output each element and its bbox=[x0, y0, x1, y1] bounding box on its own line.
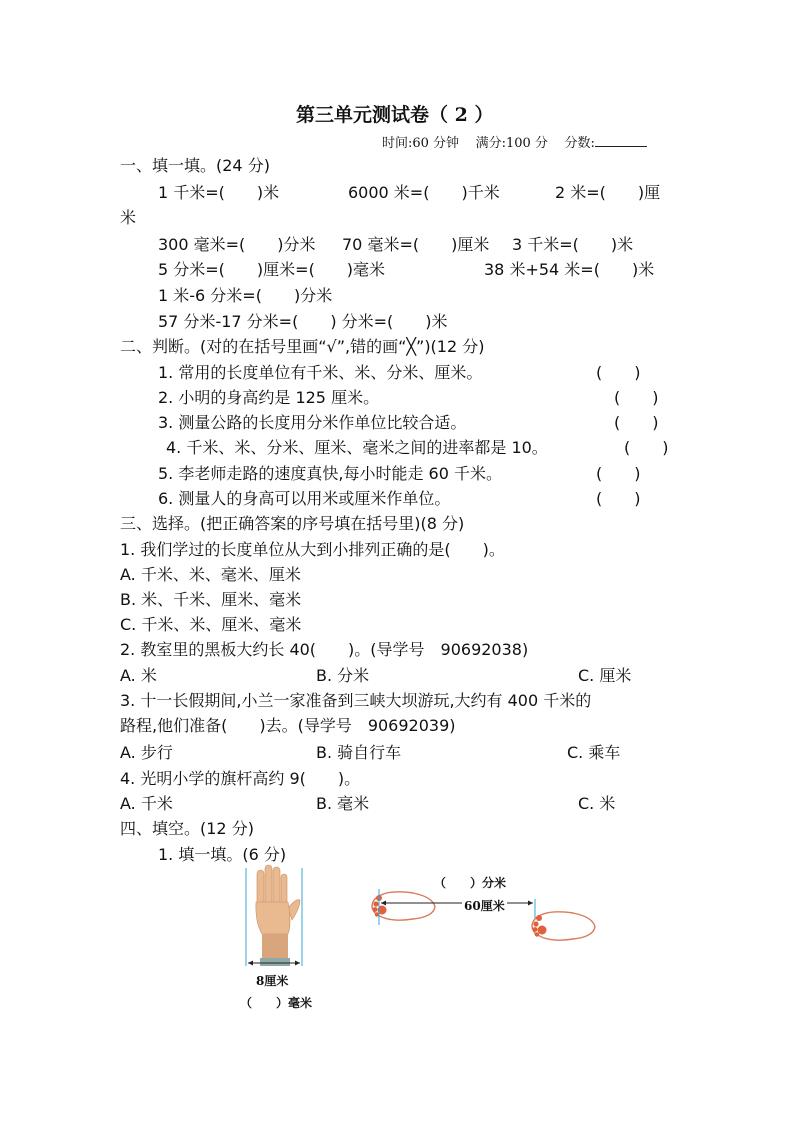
judge-bracket[interactable]: ( ) bbox=[624, 438, 669, 457]
judge-bracket[interactable]: ( ) bbox=[614, 413, 659, 432]
choice-stem: 路程,他们准备( )去。(导学号 90692039) bbox=[120, 716, 456, 735]
choice-option[interactable]: C. 厘米 bbox=[578, 666, 632, 685]
judge-bracket[interactable]: ( ) bbox=[596, 363, 641, 382]
judge-bracket[interactable]: ( ) bbox=[596, 464, 641, 483]
hand-illustration bbox=[240, 862, 320, 972]
section-2-heading: 二、判断。(对的在括号里画“√”,错的画“╳”)(12 分) bbox=[120, 337, 485, 356]
feet-distance-label: 60厘米 bbox=[464, 899, 505, 913]
choice-stem: 3. 十一长假期间,小兰一家准备到三峡大坝游玩,大约有 400 千米的 bbox=[120, 691, 592, 710]
fill-line: 米 bbox=[120, 208, 137, 227]
fill-line: 2 米=( )厘 bbox=[555, 183, 661, 202]
exam-info bbox=[382, 132, 647, 151]
fill-line: 6000 米=( )千米 bbox=[348, 183, 500, 202]
judge-item: 5. 李老师走路的速度真快,每小时能走 60 千米。 bbox=[158, 464, 502, 483]
choice-option[interactable]: A. 米 bbox=[120, 666, 157, 685]
choice-stem: 1. 我们学过的长度单位从大到小排列正确的是( )。 bbox=[120, 540, 505, 559]
choice-option[interactable]: A. 千米 bbox=[120, 794, 173, 813]
choice-option[interactable]: B. 骑自行车 bbox=[316, 743, 402, 762]
fill-line: 300 毫米=( )分米 bbox=[158, 235, 316, 254]
fill-line: 1 千米=( )米 bbox=[158, 183, 280, 202]
judge-item: 6. 测量人的身高可以用米或厘米作单位。 bbox=[158, 489, 451, 508]
fill-line: 1 米-6 分米=( )分米 bbox=[158, 286, 333, 305]
choice-option[interactable]: B. 毫米 bbox=[316, 794, 370, 813]
time-info: 时间:60 分钟 bbox=[382, 136, 460, 151]
choice-option[interactable]: B. 米、千米、厘米、毫米 bbox=[120, 590, 302, 609]
feet-answer-blank[interactable]: （ ）分米 bbox=[434, 876, 507, 890]
score-blank[interactable] bbox=[595, 134, 647, 147]
section-1-heading: 一、填一填。(24 分) bbox=[120, 156, 270, 175]
choice-option[interactable]: A. 步行 bbox=[120, 743, 173, 762]
hand-answer-blank[interactable]: （ ）毫米 bbox=[240, 996, 313, 1010]
judge-bracket[interactable]: ( ) bbox=[596, 489, 641, 508]
choice-option[interactable]: B. 分米 bbox=[316, 666, 370, 685]
fill-line: 3 千米=( )米 bbox=[512, 235, 634, 254]
footprints-illustration bbox=[365, 885, 605, 955]
choice-option[interactable]: C. 乘车 bbox=[567, 743, 621, 762]
choice-option[interactable]: C. 千米、米、厘米、毫米 bbox=[120, 615, 302, 634]
fill-line: 38 米+54 米=( )米 bbox=[484, 260, 655, 279]
judge-item: 2. 小明的身高约是 125 厘米。 bbox=[158, 388, 380, 407]
fill-line: 70 毫米=( )厘米 bbox=[342, 235, 490, 254]
judge-item: 3. 测量公路的长度用分米作单位比较合适。 bbox=[158, 413, 467, 432]
judge-bracket[interactable]: ( ) bbox=[614, 388, 659, 407]
hand-width-label: 8厘米 bbox=[256, 974, 289, 988]
judge-item: 1. 常用的长度单位有千米、米、分米、厘米。 bbox=[158, 363, 483, 382]
score-label: 分数: bbox=[564, 136, 595, 151]
choice-option[interactable]: C. 米 bbox=[578, 794, 616, 813]
sub-question: 1. 填一填。(6 分) bbox=[158, 845, 287, 864]
choice-option[interactable]: A. 千米、米、毫米、厘米 bbox=[120, 565, 301, 584]
fill-line: 5 分米=( )厘米=( )毫米 bbox=[158, 260, 386, 279]
judge-item: 4. 千米、米、分米、厘米、毫米之间的进率都是 10。 bbox=[166, 438, 548, 457]
choice-stem: 2. 教室里的黑板大约长 40( )。(导学号 90692038) bbox=[120, 640, 529, 659]
section-3-heading: 三、选择。(把正确答案的序号填在括号里)(8 分) bbox=[120, 514, 465, 533]
page-title: 第三单元测试卷（ 2 ） bbox=[296, 104, 494, 126]
fill-line: 57 分米-17 分米=( ) 分米=( )米 bbox=[158, 312, 448, 331]
section-4-heading: 四、填空。(12 分) bbox=[120, 819, 254, 838]
choice-stem: 4. 光明小学的旗杆高约 9( )。 bbox=[120, 769, 361, 788]
full-score-info: 满分:100 分 bbox=[475, 136, 548, 151]
